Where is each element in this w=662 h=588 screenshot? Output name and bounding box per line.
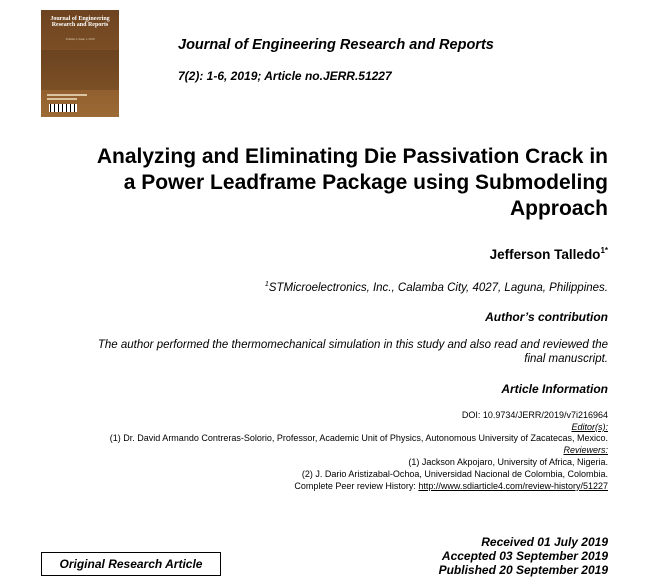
article-type-badge: Original Research Article — [41, 552, 221, 576]
cover-bar — [47, 94, 87, 96]
contribution-heading: Author’s contribution — [485, 310, 608, 324]
journal-cover-image — [41, 10, 119, 117]
journal-name: Journal of Engineering Research and Reports — [178, 37, 494, 53]
article-info-heading: Article Information — [501, 382, 608, 396]
contribution-text — [48, 338, 608, 366]
contribution-line: The author performed the thermomechanical simulation in this study and also read and reviewed the — [97, 339, 608, 351]
peer-review-history — [294, 481, 608, 492]
author-superscript: 1* — [600, 246, 608, 255]
author-affiliation — [265, 281, 608, 294]
title-line: Approach — [509, 197, 608, 220]
journal-volume: 7(2): 1-6, 2019; Article no.JERR.51227 — [178, 69, 392, 83]
affiliation-superscript: 1 — [264, 281, 269, 288]
editor-entry: (1) Dr. David Armando Contreras-Solorio, Professor, Academic Unit of Physics, Autonomous University of Zacatecas, Mexico. — [109, 433, 608, 443]
author-text: Jefferson Talledo — [489, 247, 601, 262]
cover-band — [41, 50, 119, 90]
reviewer-entry: (2) J. Dario Aristizabal-Ochoa, Universidad Nacional de Colombia, Colombia. — [301, 469, 608, 479]
affiliation-text: STMicroelectronics, Inc., Calamba City, 4027, Laguna, Philippines. — [268, 282, 608, 294]
cover-meta: Volume 2, Issue 1, 2019 — [65, 37, 95, 41]
published-date: Published 20 September 2019 — [438, 563, 608, 577]
reviewers-label: Reviewers: — [563, 445, 608, 455]
cover-title: Journal of Engineering Research and Reports — [50, 16, 110, 28]
contribution-line: final manuscript. — [524, 353, 608, 365]
history-label: Complete Peer review History: — [294, 481, 419, 491]
title-line: Analyzing and Eliminating Die Passivation Crack in — [96, 145, 608, 168]
history-link[interactable]: http://www.sdiarticle4.com/review-history/51227 — [418, 481, 608, 491]
cover-barcode-icon — [49, 104, 77, 112]
accepted-date: Accepted 03 September 2019 — [441, 549, 608, 563]
reviewer-entry: (1) Jackson Akpojaro, University of Africa, Nigeria. — [408, 457, 608, 467]
cover-bar — [47, 98, 77, 100]
title-line: a Power Leadframe Package using Submodeling — [123, 171, 608, 194]
article-title — [28, 144, 608, 222]
received-date: Received 01 July 2019 — [481, 535, 608, 549]
doi: DOI: 10.9734/JERR/2019/v7i216964 — [461, 410, 608, 420]
editors-label: Editor(s): — [571, 422, 608, 432]
author-name — [490, 246, 608, 262]
